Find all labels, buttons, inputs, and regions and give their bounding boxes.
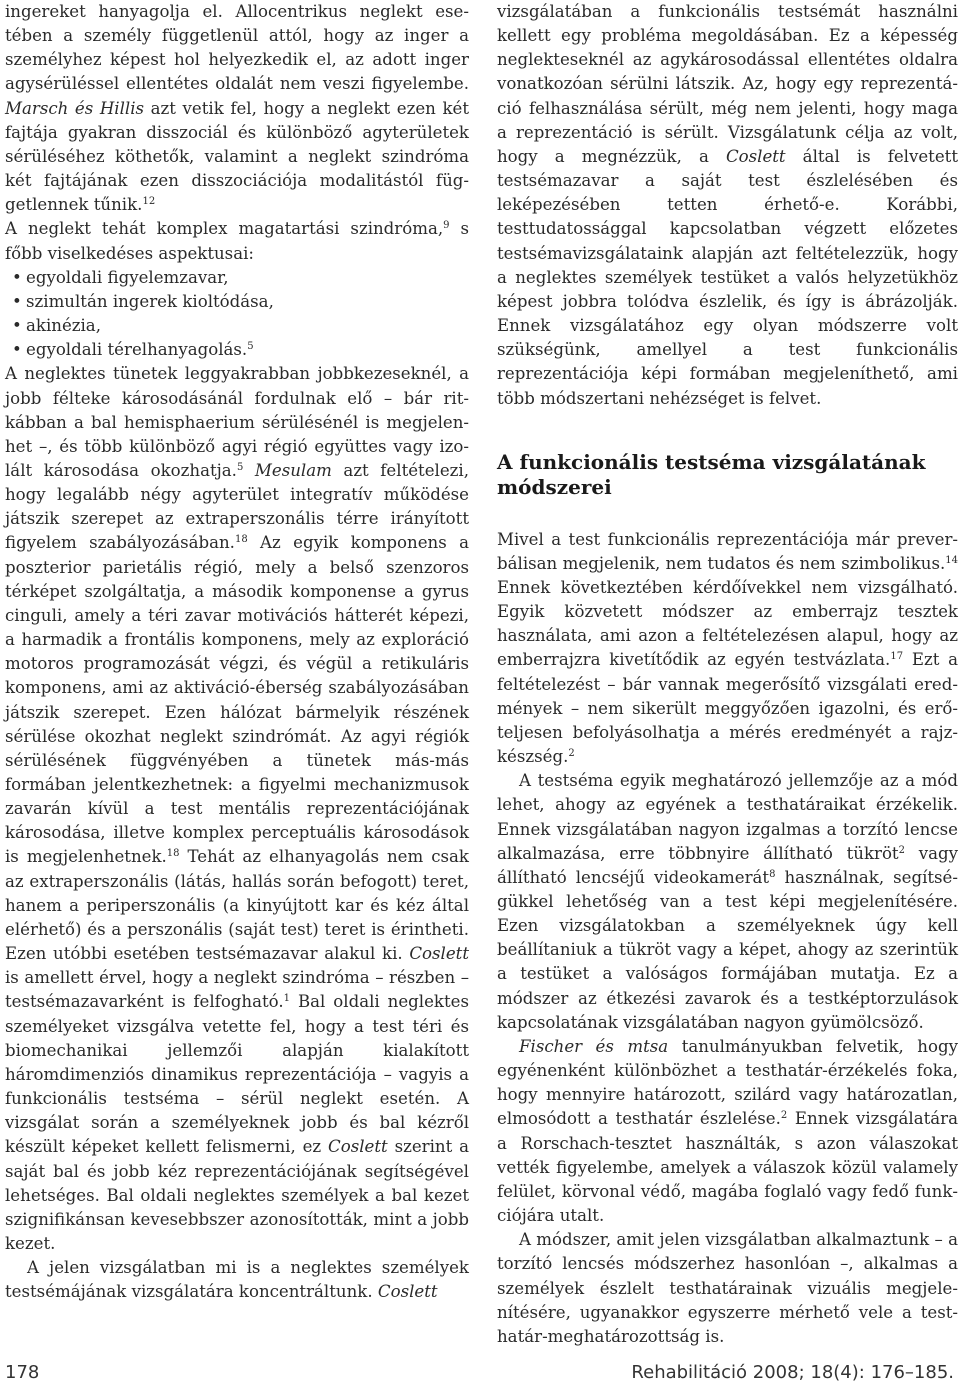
citation-ref: 5: [247, 341, 254, 353]
author-name: Coslett: [409, 944, 469, 964]
journal-citation: Rehabilitáció 2008; 18(4): 176–185.: [631, 1362, 954, 1383]
left-column: [5, 0, 469, 1304]
citation-ref: 14: [945, 554, 958, 566]
citation-ref: 2: [568, 748, 575, 760]
paragraph: Mivel a test funkcionális reprezentációja már preverbálisan megjelenik, nem tudatos és nem szimbolikus.$^{14}$ Ennek következtében kérdőívekkel nem vizsgálható. Egyik közvetett módszer az emberrajz tesztek használata, ami azon a feltételezésen alapul, hogy az emberrajzra kivetítődik az egyén testvázlata.$^{17}$ Ezt a feltételezést – bár vannak megerősítő vizsgálati eredmények – nem sikerült meggyőzően igazolni, és erőteljesen befolyásolhatja a mérés eredményét a rajzkészség.$^2$: [497, 529, 959, 767]
citation-ref: 12: [142, 196, 156, 208]
author-name: Coslett: [328, 1137, 388, 1157]
paragraph: A neglektes tünetek leggyakrabban jobbkezeseknél, a jobb félteke károsodásánál fordulnak elő – bár ritkábban a bal hemisphaerium sérülésénél is megjelenhet –, és több különböző agyi régió együttes vagy izolált károsodása okozhatja.$^5$ Mesulam azt feltételezi, hogy legalább négy agyterület integratív működése játszik szerepet az extraperszonális térre irányított figyelem szabályozásában.$^{18}$ Az egyik komponens a poszterior parietális régió, mely a belső szenzoros térképet szolgáltatja, a második komponense a gyrus cinguli, amely a téri zavar motivációs hátterét képezi, a harmadik a frontális komponens, mely az exploráció motoros programozását végzi, és végül a retikuláris komponens, ami az aktiváció-éberség szabályozásában játszik szerepet. Ezen hálózat bármelyik részének sérülése okozhat neglekt szindrómát. Az agyi régiók sérülésének függvényében a tünetek más-más formában jelentkezhetnek: a figyelmi mechanizmusok zavarán kívül a test mentális reprezentációjának károsodása, illetve komplex perceptuális károsodások is megjelenhetnek.$^{18}$ Tehát az elhanyagolás nem csak az extraperszonális (látás, hallás során befogott) teret, hanem a periperszonális (a kinyújtott kar és kéz által elérhető) és a perszonális (saját test) teret is érintheti. Ezen utóbbi esetében testsémazavar alakul ki. Coslett is amellett érvel, hogy a neglekt szindróma – részben – testsémazavarként is felfogható.$^1$ Bal oldali neglektes személyeket vizsgálva vetette fel, hogy a test téri és biomechanikai jellemzői alapján kialakított háromdimenziós dinamikus reprezentációja – vagyis a funkcionális testséma – sérül neglekt esetén. A vizsgálat során a személyeknek jobb és bal kézről készült képeket kellett felismerni, ez Coslett szerint a saját bal és jobb kéz reprezentációjának segítségével lehetséges. Bal oldali neglektes személyek a bal kezet szignifikánsan kevesebbszer azonosították, mint a jobb kezet.: [5, 364, 470, 1253]
paragraph: A módszer, amit jelen vizsgálatban alkalmaztunk – a torzító lencsés módszerhez hasonlóan –, alkalmas a személyek észlelt testhatárainak vizuális megjelenítésére, ugyanakkor egyszerre mérhető vele a testhatár-meghatározottság is.: [497, 1230, 958, 1346]
citation-ref: 1: [283, 993, 291, 1005]
citation-ref: 18: [234, 534, 248, 546]
paragraph: Fischer és mtsa tanulmányukban felvetik, hogy egyénenként különbözhet a testhatár-érzékelés foka, hogy mennyire határozott, szilárd vagy határozatlan, elmosódott a testhatár észlelése.$^2$ Ennek vizsgálatára a Rorschach-tesztet használták, s azon válaszokat vették figyelembe, amelyek a válaszok közül valamely felület, körvonal védő, magába foglaló vagy fedő funkciójára utalt.: [497, 1036, 958, 1226]
citation-ref: 2: [898, 844, 905, 856]
paragraph: vizsgálatában a funkcionális testsémát használni kellett egy probléma megoldásában. Ez a képesség neglekteseknél az agykárosodással ellentétes oldalra vonatkozóan sérülni látszik. Az, hogy egy reprezentáció felhasználása sérült, még nem jelenti, hogy maga a reprezentáció is sérült. Vizsgálatunk célja az volt, hogy a megnézzük, a Coslett által is felvetett testsémazavar a saját test észlelésében és leképezésében tetten érhető-e. Korábbi, testtudatossággal kapcsolatban végzett előzetes testsémavizsgálataink alapján azt feltételezzük, hogy a neglektes személyek testüket a valós helyzetükhöz képest jobbra tolódva észlelik, és így is ábrázolják. Ennek vizsgálatához egy olyan módszerre volt szükségünk, amellyel a test funkcionális reprezentációja képi formában megjeleníthető, ami több módszertani nehézséget is felvet.: [497, 2, 958, 408]
author-name: Coslett: [725, 146, 786, 166]
symptom-list: [5, 266, 469, 363]
citation-ref: 18: [166, 848, 180, 860]
section-heading: A funkcionális testséma vizsgálatának módszerei: [497, 449, 926, 499]
paragraph: A jelen vizsgálatban mi is a neglektes személyek testsémájának vizsgálatára koncentráltunk. Coslett: [5, 1258, 469, 1302]
citation-ref: 2: [780, 1110, 788, 1122]
author-name: Fischer és mtsa: [519, 1036, 669, 1056]
paragraph: A neglekt tehát komplex magatartási szindróma,$^9$ s főbb viselkedéses aspektusai:: [5, 219, 469, 263]
citation-ref: 17: [890, 651, 904, 663]
list-item: • egyoldali térelhanyagolás.$^5$: [12, 338, 469, 362]
author-name: Coslett: [377, 1282, 438, 1302]
author-name: Mesulam: [254, 460, 332, 480]
list-item: • akinézia,: [12, 314, 469, 338]
page-footer: [0, 1358, 960, 1388]
list-item: • egyoldali figyelemzavar,: [12, 266, 469, 290]
paragraph: A testséma egyik meghatározó jellemzője az a mód lehet, ahogy az egyének a testhatáraikat érzékelik. Ennek vizsgálatában nagyon izgalmas a torzító lencse alkalmazása, erre többnyire állítható tükröt$^2$ vagy állítható lencséjű videokamerát$^8$ használnak, segítségükkel lehetőség van a test képi megjelenítésére. Ezen vizsgálatokban a személyeknek úgy kell beállítaniuk a tükröt vagy a képet, ahogy az szerintük a testüket a valóságos formájában mutatja. Ez a módszer az étkezési zavarok és a testképtorzulások kapcsolatának vizsgálatában nagyon gyümölcsöző.: [497, 771, 958, 1032]
citation-ref: 8: [769, 868, 776, 880]
paragraph: ingereket hanyagolja el. Allocentrikus neglekt esetében a személy függetlenül attól, hogy az inger a személyhez képest hol helyezkedik el, az adott inger agysérüléssel ellentétes oldalát nem veszi figyelembe. Marsch és Hillis azt vetik fel, hogy a neglekt ezen két fajtája gyakran disszociál és különböző agyterületek sérüléséhez köthetők, valamint a neglekt szindróma két fajtájának ezen disszociációja modalitástól függetlennek tűnik.$^{12}$: [5, 2, 469, 215]
citation-ref: 5: [236, 461, 244, 473]
list-item: • szimultán ingerek kioltódása,: [12, 290, 469, 314]
citation-ref: 9: [443, 220, 450, 232]
author-name: Marsch és Hillis: [5, 98, 145, 118]
right-column: [497, 0, 958, 1349]
page-number: 178: [5, 1362, 40, 1383]
